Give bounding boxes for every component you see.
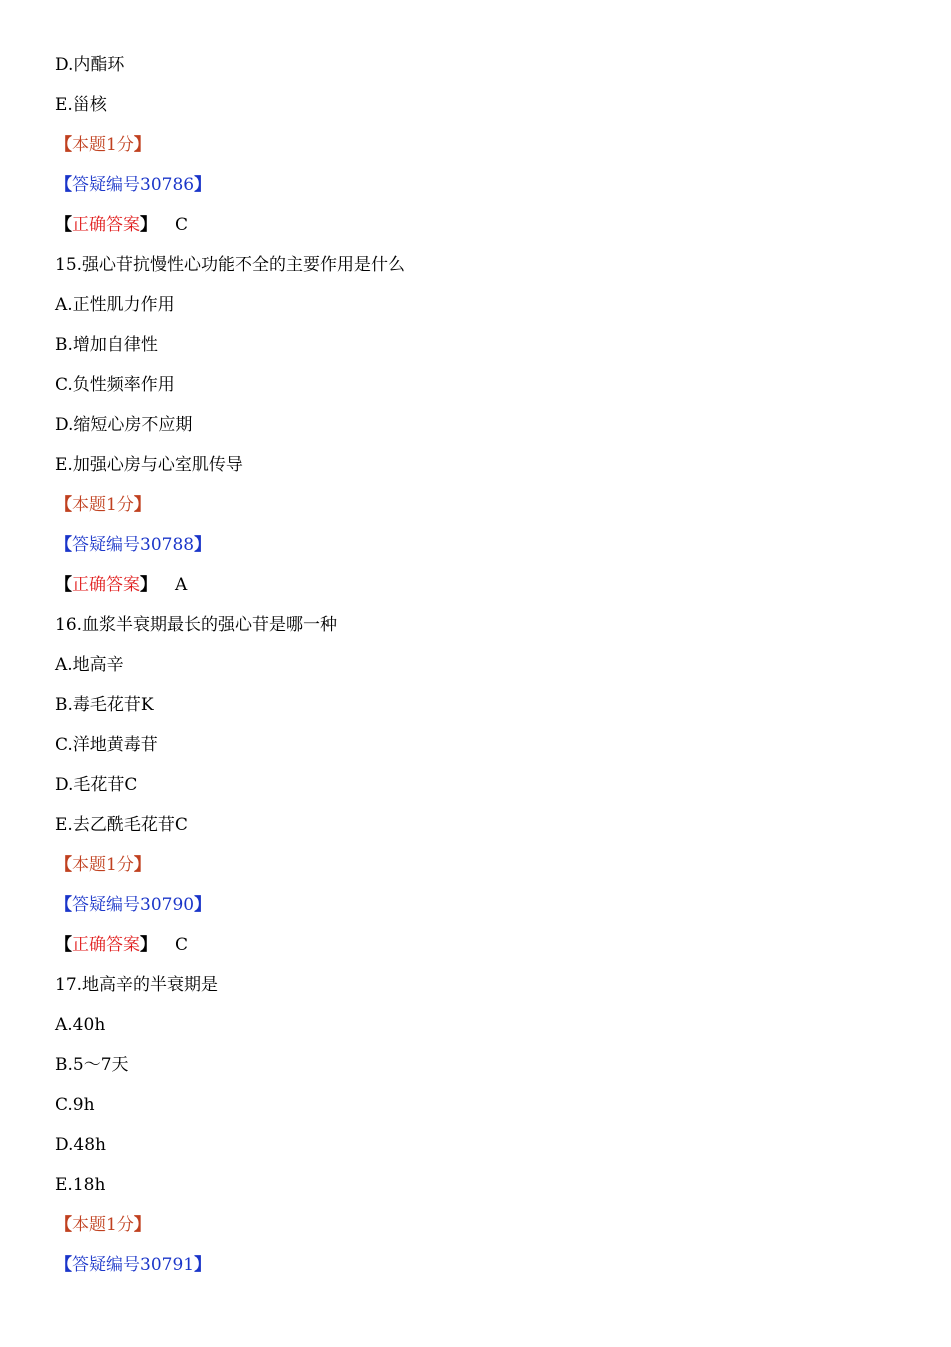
open-bracket: 【 (55, 855, 72, 875)
correct-answer-line (55, 932, 915, 972)
open-bracket: 【 (55, 535, 72, 555)
open-bracket: 【 (55, 215, 72, 235)
close-bracket: 】 (140, 935, 157, 955)
close-bracket: 】 (194, 895, 212, 915)
open-bracket: 【 (55, 135, 72, 155)
answer-option: E.甾核 (55, 95, 107, 115)
answer-option: B.5～7天 (55, 1055, 129, 1075)
correct-answer-line (55, 212, 915, 252)
close-bracket: 】 (133, 495, 151, 515)
close-bracket: 】 (194, 175, 212, 195)
open-bracket: 【 (55, 1215, 72, 1235)
close-bracket: 】 (194, 535, 212, 555)
score-tag-label: 本题1分 (72, 495, 134, 515)
open-bracket: 【 (55, 1255, 72, 1275)
correct-answer-line-label: 正确答案 (72, 935, 140, 955)
answer-option: D.48h (55, 1135, 107, 1155)
close-bracket: 】 (133, 855, 151, 875)
score-tag (55, 1212, 915, 1252)
question-stem: 15.强心苷抗慢性心功能不全的主要作用是什么 (55, 255, 406, 275)
open-bracket: 【 (55, 575, 72, 595)
close-bracket: 】 (140, 575, 157, 595)
answer-option: D.内酯环 (55, 55, 125, 75)
question-id-tag (55, 1252, 915, 1292)
question-id-tag-label: 答疑编号30786 (72, 175, 195, 195)
open-bracket: 【 (55, 175, 72, 195)
answer-option: C.洋地黄毒苷 (55, 735, 158, 755)
correct-answer-value: C (175, 215, 189, 235)
correct-answer-line-label: 正确答案 (72, 575, 140, 595)
answer-option: C.9h (55, 1095, 95, 1115)
question-stem: 16.血浆半衰期最长的强心苷是哪一种 (55, 615, 338, 635)
answer-option: A.正性肌力作用 (55, 295, 175, 315)
question-id-tag-label: 答疑编号30791 (72, 1255, 195, 1275)
close-bracket: 】 (140, 215, 157, 235)
correct-answer-line-label: 正确答案 (72, 215, 140, 235)
close-bracket: 】 (133, 1215, 151, 1235)
open-bracket: 【 (55, 935, 72, 955)
correct-answer-line (55, 572, 915, 612)
question-id-tag-label: 答疑编号30790 (72, 895, 195, 915)
exam-document (55, 52, 915, 1292)
question-id-tag (55, 172, 915, 212)
score-tag (55, 132, 915, 172)
open-bracket: 【 (55, 495, 72, 515)
score-tag (55, 852, 915, 892)
correct-answer-value: C (175, 935, 189, 955)
close-bracket: 】 (133, 135, 151, 155)
answer-option: C.负性频率作用 (55, 375, 175, 395)
answer-option: E.去乙酰毛花苷C (55, 815, 188, 835)
correct-answer-value: A (175, 575, 188, 595)
question-id-tag (55, 892, 915, 932)
answer-option: D.缩短心房不应期 (55, 415, 193, 435)
question-id-tag-label: 答疑编号30788 (72, 535, 195, 555)
score-tag-label: 本题1分 (72, 855, 134, 875)
answer-option: B.毒毛花苷K (55, 695, 154, 715)
answer-option: E.18h (55, 1175, 106, 1195)
answer-option: A.地高辛 (55, 655, 124, 675)
answer-option: D.毛花苷C (55, 775, 138, 795)
score-tag-label: 本题1分 (72, 135, 134, 155)
open-bracket: 【 (55, 895, 72, 915)
answer-option: B.增加自律性 (55, 335, 158, 355)
score-tag-label: 本题1分 (72, 1215, 134, 1235)
question-id-tag (55, 532, 915, 572)
score-tag (55, 492, 915, 532)
answer-option: E.加强心房与心室肌传导 (55, 455, 243, 475)
close-bracket: 】 (194, 1255, 212, 1275)
question-stem: 17.地高辛的半衰期是 (55, 975, 219, 995)
answer-option: A.40h (55, 1015, 106, 1035)
